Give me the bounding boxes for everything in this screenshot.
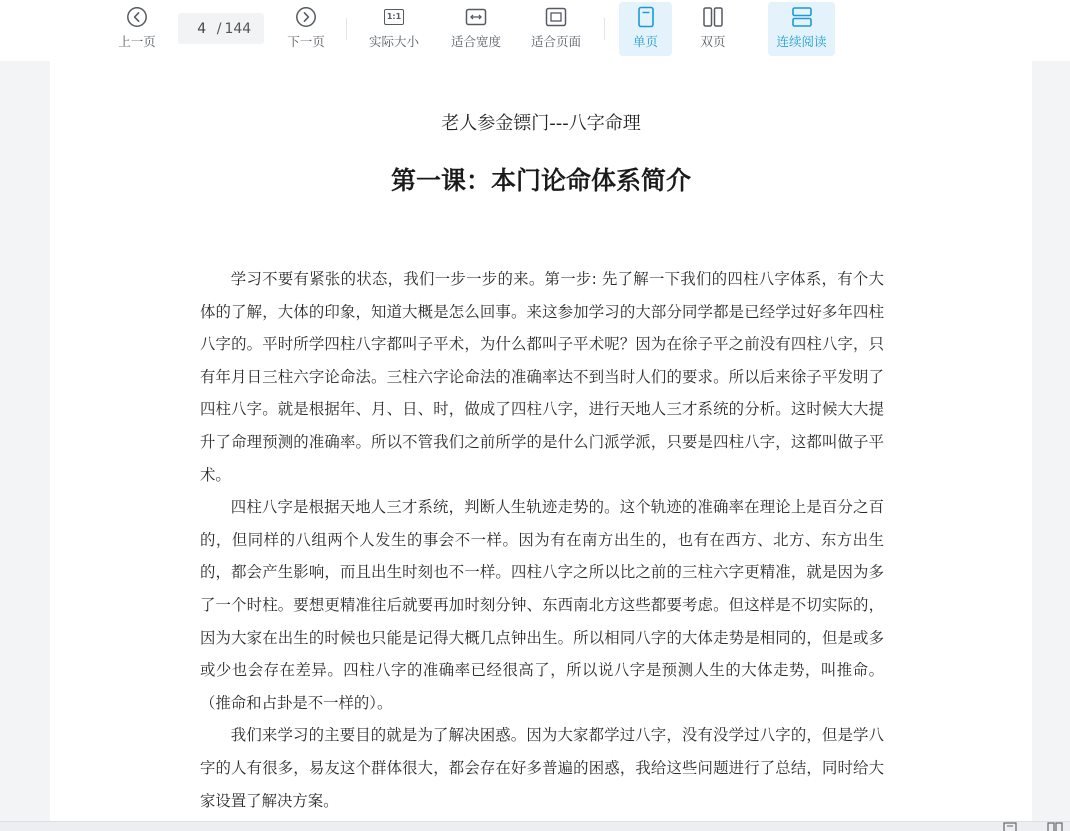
- prev-page-button[interactable]: [113, 2, 161, 56]
- fit-width-label: 适合宽度: [450, 34, 501, 49]
- fit-page-button[interactable]: [526, 2, 586, 56]
- chevron-right-circle-icon: [295, 2, 317, 32]
- fit-page-label: 适合页面: [530, 34, 581, 49]
- double-page-button[interactable]: [688, 2, 738, 56]
- page-view-icon[interactable]: [1003, 822, 1017, 831]
- document-subtitle: 老人参金镖门---八字命理: [441, 113, 641, 134]
- paragraph: 我们来学习的主要目的就是为了解决困惑。因为大家都学过八字，没有没学过八字的，但是学八字的人有很多，易友这个群体很大，都会存在好多普遍的困惑，我给这些问题进行了总结，同时给大家设置了解决方案。: [200, 726, 884, 810]
- actual-size-label: 实际大小: [368, 34, 419, 49]
- single-page-button[interactable]: [619, 2, 672, 56]
- fit-width-icon: [465, 2, 487, 32]
- status-bar: [0, 821, 1070, 831]
- toolbar-divider: [346, 18, 347, 40]
- document-page: [50, 61, 1032, 821]
- double-view-icon[interactable]: [1047, 822, 1063, 831]
- paragraph: 四柱八字是根据天地人三才系统，判断人生轨迹走势的。这个轨迹的准确率在理论上是百分之百的，但同样的八组两个人发生的事会不一样。因为有在南方出生的，也有在西方、北方、东方出生的，都会产生影响，而且出生时刻也不一样。四柱八字之所以比之前的三柱六字更精准，就是因为多了一个时柱。要想更精准往后就要再加时刻分钟、东西南北方这些都要考虑。但这样是不切实际的，因为大家在出生的时候也只能是记得大概几点钟出生。所以相同八字的大体走势是相同的，但是或多或少也会存在差异。四柱八字的准确率已经很高了，所以说八字是预测人生的大体走势，叫推命。（推命和占卦是不一样的）。: [200, 498, 884, 712]
- page-separator: /: [216, 20, 222, 37]
- double-page-label: 双页: [700, 34, 726, 49]
- page-number-box[interactable]: [178, 13, 264, 44]
- double-page-icon: [702, 2, 724, 32]
- fit-width-button[interactable]: [446, 2, 506, 56]
- next-page-label: 下一页: [287, 34, 325, 49]
- document-title: 第一课：本门论命体系简介: [390, 166, 691, 195]
- single-page-icon: [637, 2, 655, 32]
- fit-page-icon: [545, 2, 567, 32]
- continuous-reading-label: 连续阅读: [776, 34, 827, 49]
- current-page-input[interactable]: 4: [197, 20, 207, 37]
- document-body: [200, 263, 884, 817]
- prev-page-label: 上一页: [118, 34, 156, 49]
- single-page-label: 单页: [632, 34, 658, 49]
- continuous-reading-button[interactable]: [768, 2, 835, 56]
- continuous-reading-icon: [791, 2, 813, 32]
- paragraph: 学习不要有紧张的状态，我们一步一步的来。第一步: 先了解一下我们的四柱八字体系，有个大体的了解，大体的印象，知道大概是怎么回事。来这参加学习的大部分同学都是已经学过好多年四柱八字的。平时所学四柱八字都叫子平术，为什么都叫子平术呢？因为在徐子平之前没有四柱八字，只有年月日三柱六字论命法。三柱六字论命法的准确率达不到当时人们的要求。所以后来徐子平发明了四柱八字。就是根据年、月、日、时，做成了四柱八字，进行天地人三才系统的分析。这时候大大提升了命理预测的准确率。所以不管我们之前所学的是什么门派学派，只要是四柱八字，这都叫做子平术。: [200, 270, 884, 484]
- next-page-button[interactable]: [282, 2, 330, 56]
- actual-size-button[interactable]: [364, 2, 424, 56]
- actual-size-icon: 1:1: [384, 2, 404, 32]
- total-pages: 144: [224, 20, 252, 37]
- toolbar-divider: [604, 18, 605, 40]
- reader-toolbar: [0, 0, 1070, 61]
- chevron-left-circle-icon: [126, 2, 148, 32]
